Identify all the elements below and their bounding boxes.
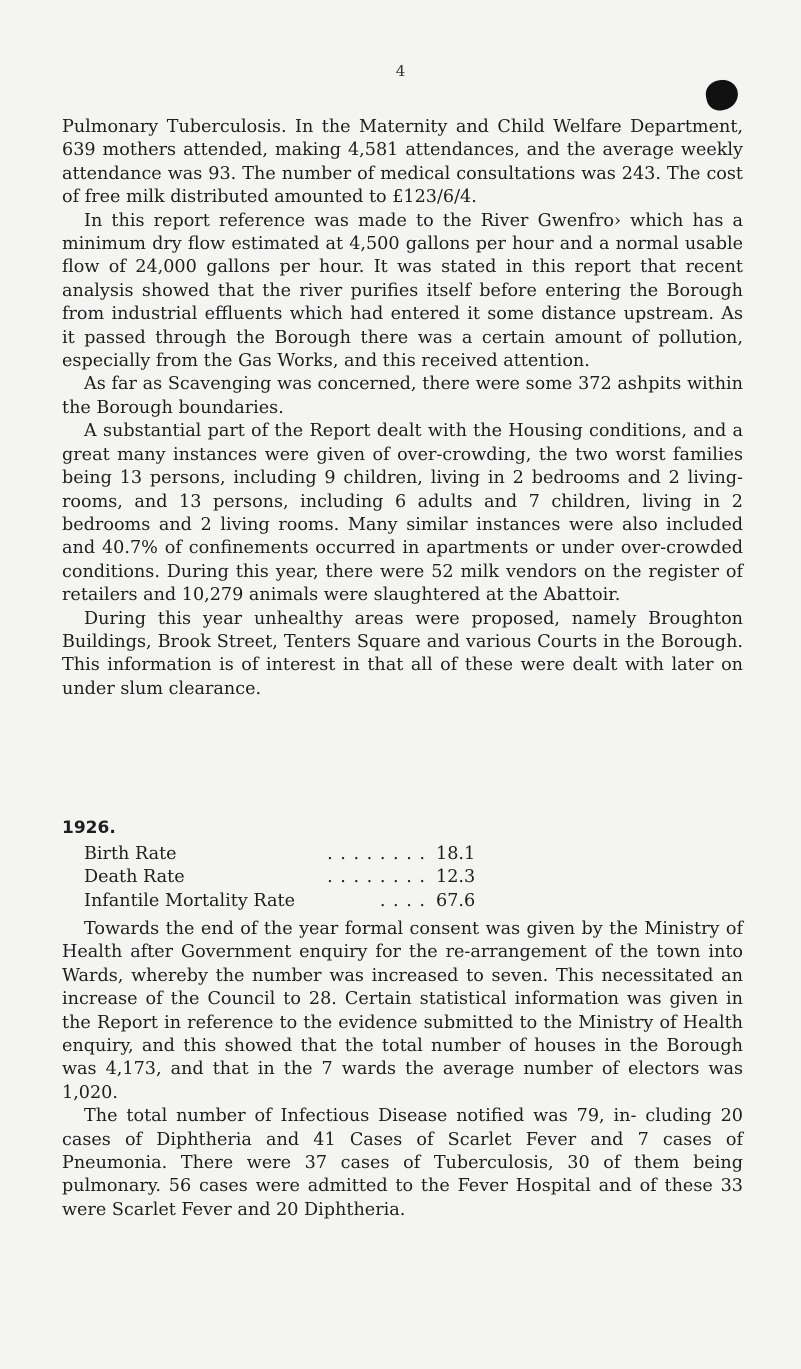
paragraph: As far as Scavenging was concerned, there were some 372 ashpits within the Borough boundaries.	[62, 374, 743, 418]
stat-value: 12.3	[436, 867, 476, 888]
paragraph: Pulmonary Tuberculosis. In the Maternity and Child Welfare Department, 639 mothers attended, making 4,581 attendances, and the average weekly attendance was 93. The number of medical consultations was 243. The cost of free milk distributed amounted to £123/6/4.	[62, 117, 743, 208]
stat-label: Birth Rate	[84, 844, 177, 864]
body-text-bottom	[62, 918, 743, 1222]
paragraph: During this year unhealthy areas were proposed, namely Broughton Buildings, Brook Street, Tenters Square and various Courts in the Borough. This information is of interest in that all of these were dealt with later on under slum clearance.	[62, 608, 743, 699]
table-row	[84, 843, 486, 866]
stat-value: 67.6	[436, 890, 476, 911]
leader-dots: . . . . . . . .	[327, 844, 426, 864]
stat-label: Infantile Mortality Rate	[84, 890, 295, 911]
year-heading: 1926.	[62, 818, 116, 838]
paragraph: The total number of Infectious Disease notified was 79, in- cluding 20 cases of Diphtheria and 41 Cases of Scarlet Fever and 7 cases of Pneumonia. There were 37 cases of Tuberculosis, 30 of them being pulmonary. 56 cases were admitted to the Fever Hospital and of these 33 were Scarlet Fever and 20 Diphtheria.	[62, 1106, 743, 1220]
table-row	[84, 866, 486, 889]
vital-statistics-table	[84, 843, 486, 913]
paragraph: In this report reference was made to the River Gwenfro› which has a minimum dry flow estimated at 4,500 gallons per hour and a normal usable flow of 24,000 gallons per hour. It was stated in this report that recent analysis showed that the river purifies itself before entering the Borough from industrial effluents which had entered it some distance upstream. As it passed through the Borough there was a certain amount of pollution, especially from the Gas Works, and this received attention.	[62, 210, 743, 372]
paragraph: A substantial part of the Report dealt with the Housing conditions, and a great many instances were given of over-crowding, the two worst families being 13 persons, including 9 children, living in 2 bedrooms and 2 living-rooms, and 13 persons, including 6 adults and 7 children, living in 2 bedrooms and 2 living rooms. Many similar instances were also included and 40.7% of confinements occurred in apartments or under over-crowded conditions. During this year, there were 52 milk vendors on the register of retailers and 10,279 animals were slaughtered at the Abattoir.	[62, 421, 743, 606]
stat-value: 18.1	[436, 844, 476, 864]
table-row	[84, 890, 486, 913]
leader-dots: . . . . . . . .	[327, 867, 426, 888]
body-text-top	[62, 116, 743, 701]
ink-blot-mark	[703, 77, 741, 113]
page-number: 4	[395, 62, 406, 80]
paragraph: Towards the end of the year formal consent was given by the Ministry of Health after Government enquiry for the re-arrangement of the town into Wards, whereby the number was increased to seven. This necessitated an increase of the Council to 28. Certain statistical information was given in the Report in reference to the evidence submitted to the Ministry of Health enquiry, and this showed that the total number of houses in the Borough was 4,173, and that in the 7 wards the average number of electors was 1,020.	[62, 919, 743, 1103]
stat-label: Death Rate	[84, 867, 185, 888]
leader-dots: . . . .	[379, 890, 426, 911]
